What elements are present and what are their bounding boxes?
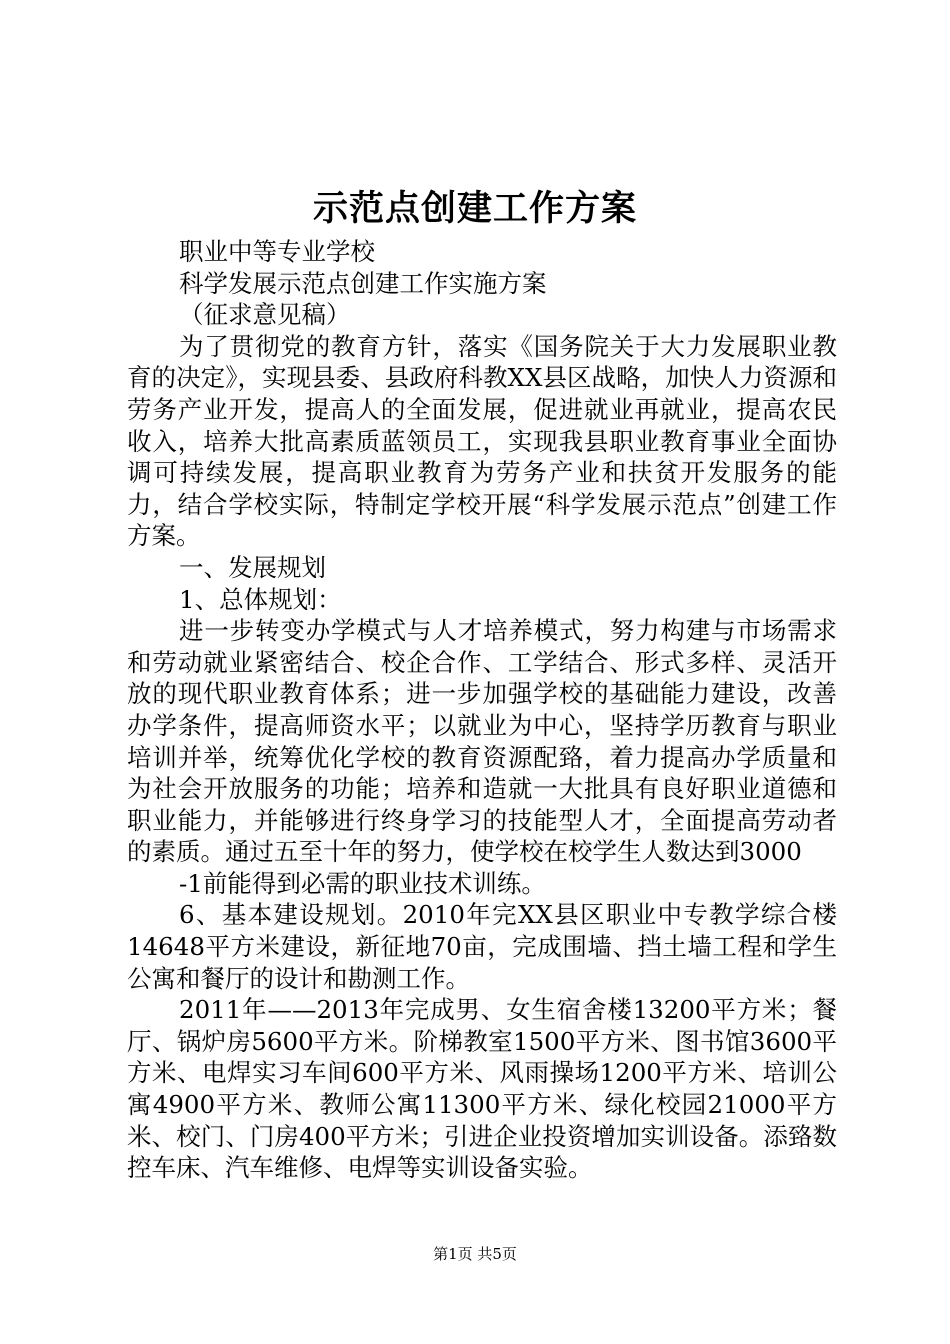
school-name-line: 职业中等专业学校 — [179, 237, 375, 266]
subsection-heading: 1、总体规划： — [179, 584, 342, 614]
document-body — [127, 236, 837, 1184]
construction-detail-paragraph: 2011年——2013年完成男、女生宿舍楼13200平方米；餐厅、锅炉房5600平方米。阶梯教室1500平方米、图书馆3600平方米、电焊实习车间600平方米、风雨操场1200平方米、培训公寓4900平方米、教师公寓11300平方米、绿化校园21000平方米、校门、门房400平方米；引进企业投资增加实训设备。添臵数控车床、汽车维修、电焊等实训设备实验。 — [127, 995, 837, 1183]
draft-note-line: （征求意见稿） — [179, 300, 351, 330]
construction-plan-paragraph: 6、基本建设规划。2010年完XX县区职业中专教学综合楼14648平方米建设，新征地70亩，完成围墙、挡土墙工程和学生公寓和餐厅的设计和勘测工作。 — [127, 900, 837, 993]
document-title: 示范点创建工作方案 — [312, 188, 637, 229]
overall-plan-paragraph: 进一步转变办学模式与人才培养模式，努力构建与市场需求和劳动就业紧密结合、校企合作、工学结合、形式多样、灵活开放的现代职业教育体系；进一步加强学校的基础能力建设，改善办学条件，提高师资水平；以就业为中心，坚持学历教育与职业培训并举，统筹优化学校的教育资源配臵，着力提高办学质量和为社会开放服务的功能；培养和造就一大批具有良好职业道德和职业能力，并能够进行终身学习的技能型人才，全面提高劳动者的素质。通过五至十年的努力，使学校在校学生人数达到3000 — [127, 616, 837, 867]
section-heading: 一、发展规划 — [179, 552, 326, 582]
page-footer: 第1页 共5页 — [433, 1245, 517, 1263]
training-line: -1前能得到必需的职业技术训练。 — [179, 868, 546, 898]
plan-subtitle-line: 科学发展示范点创建工作实施方案 — [179, 268, 547, 298]
intro-paragraph: 为了贯彻党的教育方针，落实《国务院关于大力发展职业教育的决定》，实现县委、县政府科教XX县区战略，加快人力资源和劳务产业开发，提高人的全面发展，促进就业再就业，提高农民收入，培养大批高素质蓝领员工，实现我县职业教育事业全面协调可持续发展，提高职业教育为劳务产业和扶贫开发服务的能力，结合学校实际，特制定学校开展“科学发展示范点”创建工作方案。 — [127, 331, 837, 551]
